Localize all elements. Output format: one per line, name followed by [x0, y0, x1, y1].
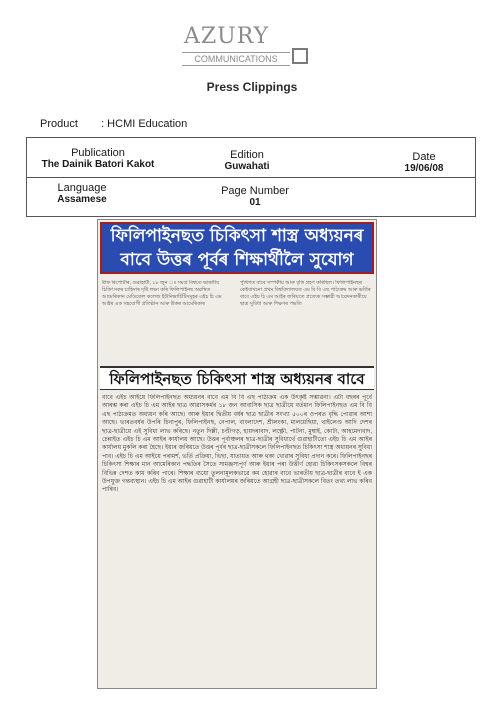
language-field: [37, 182, 127, 206]
edition-field: [207, 149, 287, 173]
info-divider: [27, 177, 475, 178]
publication-label: Publication: [71, 147, 125, 159]
logo-square-icon: [292, 48, 308, 64]
page-number-label: Page Number: [221, 185, 289, 197]
clipping-info-table: [26, 137, 476, 217]
language-value: Assamese: [57, 194, 107, 205]
product-label: Product: [40, 118, 78, 130]
clipping-column-right: পুথিগত বাবে সম্পৰ্কীয় আৰু বৃত্তি গ্ৰহণ কৰিছিল। ফিলিপাইনছৰ কেইবাখনো প্ৰথম বিশ্ববিদ্যালয়ত এম বি বি এছ পাঠ্যক্ৰম আৰু ভৰ্তিৰ বাবে এইচ চি এম আইৰ জৰিয়তে প্ৰত্যেক সম্ভাৱী আৱেদনকাৰীয়ে ছাত্ৰ সুবিধা আৰু শিক্ষণৰ পদ্ধতি: [240, 280, 371, 307]
publication-field: [33, 147, 163, 171]
clipping-sub-headline: ফিলিপাইনছত চিকিৎসা শাস্ত্র অধ্যয়নৰ বাবে: [100, 366, 374, 390]
logo-subtitle: COMMUNICATIONS: [182, 52, 290, 66]
page-number-value: 01: [249, 197, 261, 208]
publication-value: The Dainik Batori Kakot: [41, 159, 155, 170]
azury-communications-logo: [180, 24, 310, 80]
language-label: Language: [57, 182, 107, 194]
page-number-field: [213, 185, 297, 209]
product-row: [40, 118, 187, 130]
date-field: [389, 151, 459, 175]
date-value: 19/06/08: [404, 163, 444, 174]
clipping-column-left: ষ্টাফ ৰিপোৰ্টাৰ, গুৱাহাটী, ১৮ জুন ঃ সমগ্ৰ বিশ্বতে ভাৰতীয় চিকিৎসকৰ চাহিদাৰ দৃষ্টি লক্ষ্য কৰি ফিলিপাইনছ অৱস্থিত আমেৰিকান মেডিকেল কলেজ ইউনিভাৰ্চিটিসমূহৰ এইচ চি এম আইৰ এক সহযোগী প্ৰতিষ্ঠান আৰু উত্তৰ আমেৰিকাৰ: [102, 280, 222, 307]
date-label: Date: [412, 151, 436, 163]
page-title: Press Clippings: [206, 80, 298, 94]
product-value: : HCMI Education: [101, 118, 188, 130]
clipping-body-text: বাবে এইচ আইয়ে ফিলিপাইনছত অধ্যয়নৰ বাবে এম বি বি এছ পাঠ্যক্ৰম এক উৎকৃষ্ট সম্ভাৱনা। এটা বছৰৰ পূৰ্বে আৰম্ভ কৰা এইচ চি এম আইৰ ছাত্ৰ আৱাসকৰ্মৰ ১৮ জন আবাসিক ছাত্ৰ ছাত্ৰীয়ে বৰ্তমান ফিলিপাইনছত এম বি বি এছ পাঠ্যক্ৰমত অধ্যয়ন কৰি আছে। আৰু ইয়াৰ দ্বিতীয় বৰ্ষৰ ছাত্ৰ ছাত্ৰীৰ সংখ্যা ৫০০ৰ ওপৰত বৃদ্ধি পোৱাৰ আশা আছে। ভাৰতবৰ্ষৰ উপৰি চিনাপুৰ, ফিলিপাইনছ, নেপাল, বাংলাদেশ, শ্ৰীলংকা, মালয়েছিয়া, থাইলেণ্ড আদি দেশৰ ছাত্ৰ-ছাত্ৰীয়ে এই সুবিধা লাভ কৰিছে। নতুন দিল্লী, চণ্ডীগড়, হায়দৰাবাদ, লক্ষ্ণৌ, পাটনা, মুম্বাই, কোটা, আহমেদাবাদ, চেন্নাইত এইচ চি এম আইৰ কাৰ্যালয় আছে। উত্তৰ পূৰ্বাঞ্চলৰ ছাত্ৰ-ছাত্ৰীৰ সুবিধাৰ্থে গুৱাহাটীতো এইচ চি এম আইৰ কাৰ্যালয় মুকলি কৰা হৈছে। ইয়াৰ জৰিয়তে উত্তৰ পূৰ্বৰ ছাত্ৰ-ছাত্ৰীসকলে ফিলিপাইনছত চিকিৎসা শাস্ত্ৰ অধ্যয়নৰ সুবিধা পাব। এইচ চি এম আইয়ে পৰামৰ্শ, ভৰ্তি প্ৰক্ৰিয়া, ভিছা, যাতায়ত আৰু থকা খোৱাৰ সুবিধা প্ৰদান কৰে। ফিলিপাইনছৰ চিকিৎসা শিক্ষাৰ মান আমেৰিকান পদ্ধতিৰ সৈতে সামঞ্জস্যপূৰ্ণ আৰু ইয়াৰ পৰা উত্তীৰ্ণ হোৱা চিকিৎসকসকলে বিশ্বৰ বিভিন্ন দেশত কাম কৰিব পাৰে। শিক্ষাৰ ব্যয়ো তুলনামূলকভাৱে কম হোৱাৰ বাবে ভাৰতীয় ছাত্ৰ-ছাত্ৰীৰ বাবে ই এক উপযুক্ত গন্তব্যস্থান। এইচ চি এম আইৰ গুৱাহাটী কাৰ্যালয়ৰ জৰিয়তে আগ্ৰহী ছাত্ৰ-ছাত্ৰীসকলে বিতং তথ্য লাভ কৰিব পাৰিব।: [102, 395, 372, 494]
logo-wordmark: AZURY: [184, 24, 270, 49]
newspaper-clipping: [97, 219, 377, 689]
edition-value: Guwahati: [224, 161, 270, 172]
clipping-headline: ফিলিপাইনছত চিকিৎসা শাস্ত্র অধ্যয়নৰ বাবে উত্তৰ পূৰ্বৰ শিক্ষাৰ্থীলৈ সুযোগ: [100, 222, 374, 274]
edition-label: Edition: [230, 149, 264, 161]
